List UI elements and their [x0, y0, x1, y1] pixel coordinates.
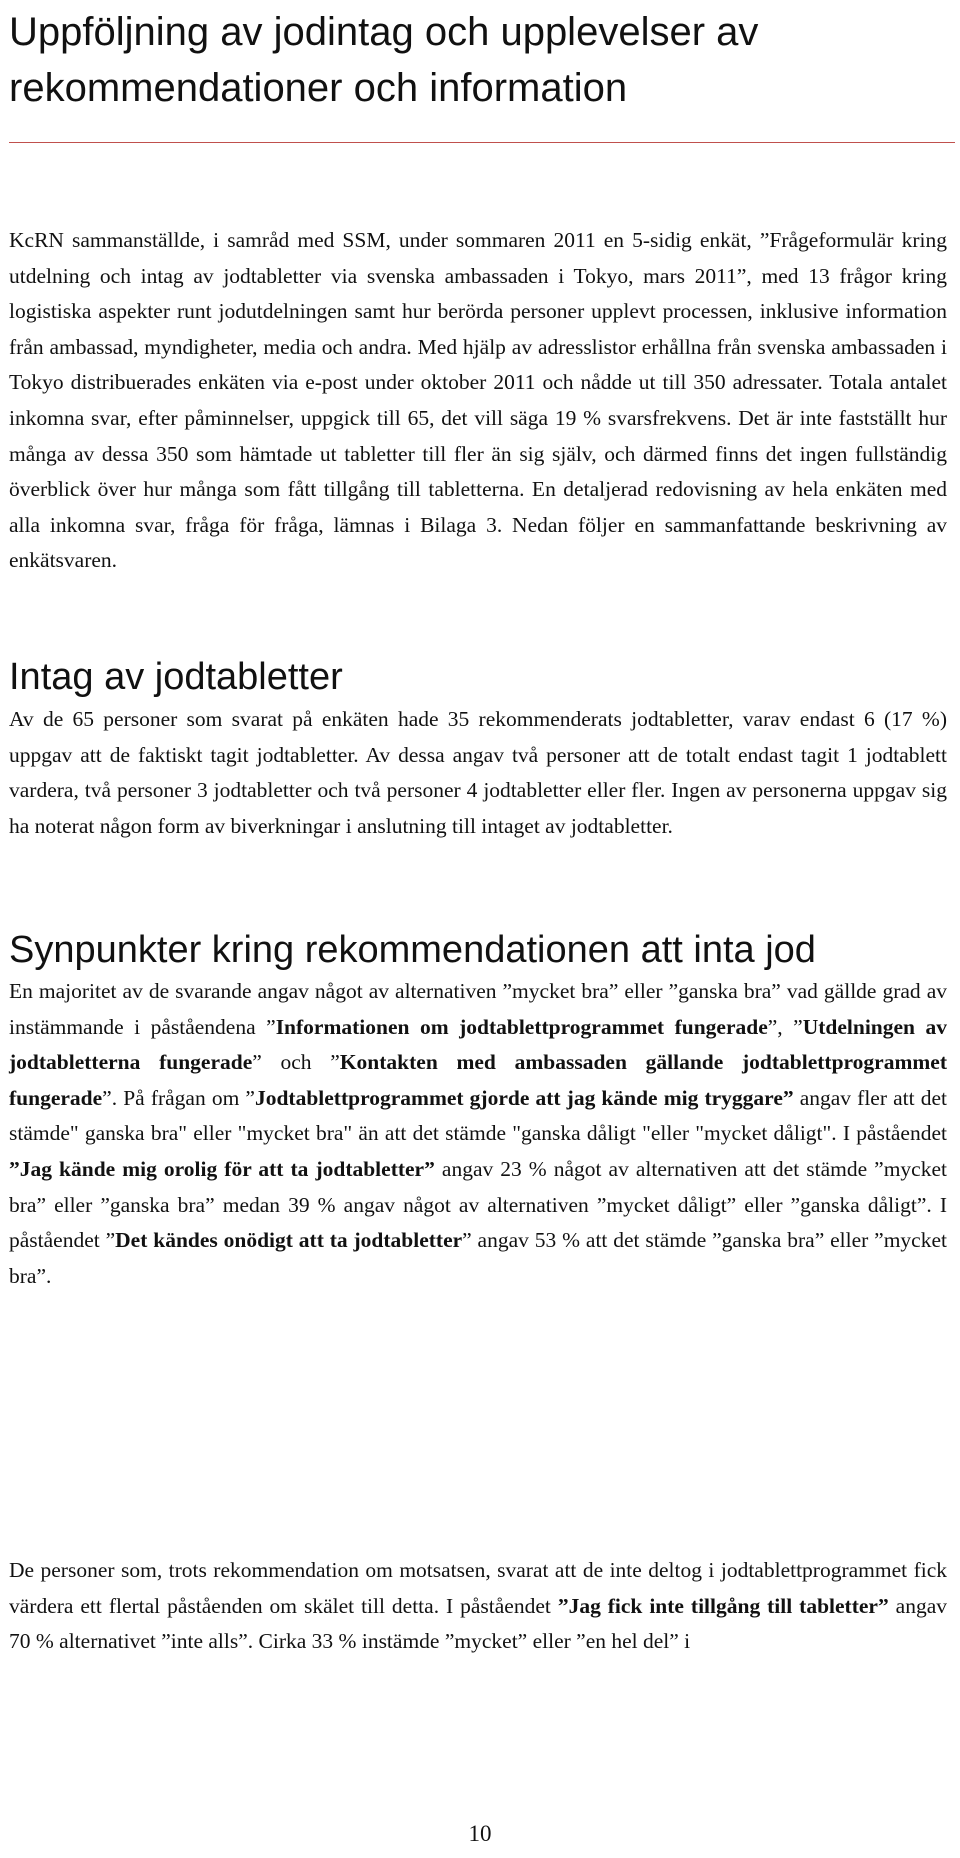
bold-statement: Utdelningen av jodtabletterna fungerade — [9, 1014, 947, 1075]
bold-statement: Det kändes onödigt att ta jodtabletter — [115, 1228, 463, 1253]
text-run: ” och ” — [252, 1050, 340, 1075]
text-run: angav 23 % något av alternativen att det stämde ”mycket bra” eller ”ganska bra” medan 39 % angav något av alternativen ”mycket dåligt” eller ”ganska dåligt”. I påståendet ” — [9, 1156, 947, 1253]
text-run: ”. På frågan om ” — [102, 1085, 255, 1110]
intake-paragraph: Av de 65 personer som svarat på enkäten hade 35 rekommenderats jodtabletter, varav endast 6 (17 %) uppgav att de faktiskt tagit jodtabletter. Av dessa angav två personer att de totalt endast tagit 1 jodtablett vardera, två personer 3 jodtabletter och två personer 4 jodtabletter eller fler. Ingen av personerna uppgav sig ha noterat någon form av biverkningar i anslutning till intaget av jodtabletter. — [9, 707, 947, 838]
bold-statement: ”Jag kände mig orolig för att ta jodtabletter” — [9, 1156, 435, 1181]
text-run: De personer som, trots rekommendation om motsatsen, svarat att de inte deltog i jodtablettprogrammet fick värdera ett flertal påståenden om skälet till detta. I påståendet — [9, 1558, 947, 1618]
views-paragraph-1 — [9, 974, 947, 1294]
bold-statement: ”Jag fick inte tillgång till tabletter” — [557, 1593, 889, 1618]
intro-paragraph: KcRN sammanställde, i samråd med SSM, under sommaren 2011 en 5-sidig enkät, ”Frågeformulär kring utdelning och intag av jodtabletter via svenska ambassaden i Tokyo, mars 2011”, med 13 frågor kring logistiska aspekter runt jodutdelningen samt hur berörda personer upplevt processen, inklusive information från ambassad, myndigheter, media och andra. Med hjälp av adresslistor erhållna från svenska ambassaden i Tokyo distribuerades enkäten via e-post under oktober 2011 och nådde ut till 350 adressater. Totala antalet inkomna svar, efter påminnelser, uppgick till 65, det vill säga 19 % svarsfrekvens. Det är inte fastställt hur många av dessa 350 som hämtade ut tabletter till fler än sig själv, och därmed finns det ingen fullständig överblick över hur många som fått tillgång till tabletterna. En detaljerad redovisning av hela enkäten med alla inkomna svar, fråga för fråga, lämnas i Bilaga 3. Nedan följer en sammanfattande beskrivning av enkätsvaren. — [9, 228, 947, 573]
section-heading-intake: Intag av jodtabletter — [9, 656, 343, 698]
bold-statement: Jodtablettprogrammet gjorde att jag kände mig tryggare” — [254, 1085, 794, 1110]
section-heading-views: Synpunkter kring rekommendationen att inta jod — [9, 929, 816, 971]
text-run: ”, ” — [767, 1014, 803, 1039]
text-run: angav 70 % alternativet ”inte alls”. Cirka 33 % instämde ”mycket” eller ”en hel del” i — [9, 1593, 948, 1654]
text-run: ” angav 53 % att det stämde ”ganska bra” eller ”mycket bra”. — [9, 1228, 947, 1288]
title-divider — [9, 142, 955, 143]
bold-statement: Informationen om jodtablettprogrammet fungerade — [275, 1014, 768, 1039]
page-title: Uppföljning av jodintag och upplevelser av rekommendationer och information — [9, 10, 759, 110]
text-run: En majoritet av de svarande angav något av alternativen ”mycket bra” eller ”ganska bra” vad gällde grad av instämmande i påståendena ” — [9, 979, 947, 1039]
text-run: angav fler att det stämde" ganska bra" eller "mycket bra" än att det stämde "ganska dåligt "eller "mycket dåligt". I påståendet — [9, 1085, 947, 1146]
bold-statement: Kontakten med ambassaden gällande jodtablettprogrammet fungerade — [9, 1050, 947, 1110]
views-paragraph-2 — [9, 1553, 947, 1660]
page-number: 10 — [468, 1821, 492, 1846]
